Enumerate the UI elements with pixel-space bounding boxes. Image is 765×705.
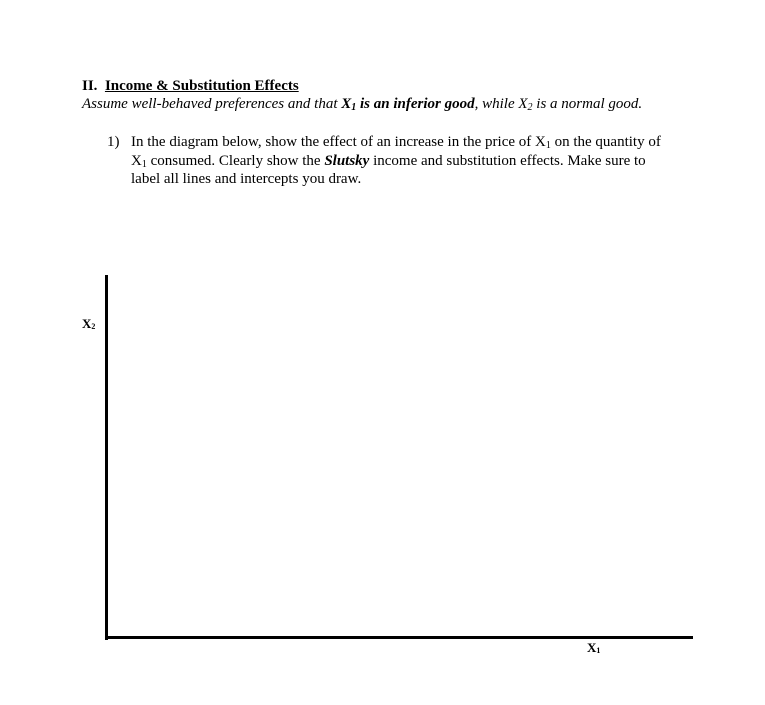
x-axis-label: $X_1$	[587, 640, 601, 655]
assumption-suffix: is a normal good.	[532, 96, 643, 112]
slutsky-emphasis: Slutsky	[324, 152, 370, 169]
y-axis-line	[105, 275, 108, 640]
assumption-text	[82, 95, 642, 113]
inferior-good-statement: $X_1$ is an inferior good	[341, 96, 475, 113]
question-1	[107, 133, 707, 189]
question-line-2: $X_1$ consumed. Clearly show the Slutsky income and substitution effects. Make sure to	[131, 152, 646, 170]
y-axis-label: $X_2$	[82, 316, 96, 331]
section-title: Income & Substitution Effects	[104, 78, 299, 94]
section-number: II.	[82, 78, 98, 94]
normal-good-subscript: 2	[527, 102, 533, 113]
question-line-1: In the diagram below, show the effect of an increase in the price of $X_1$ on the quantity of	[131, 134, 661, 151]
section-header	[82, 77, 299, 95]
assumption-middle: , while X	[474, 96, 528, 112]
question-number: 1)	[107, 134, 120, 150]
question-line-3: label all lines and intercepts you draw.	[131, 171, 362, 187]
assumption-prefix: Assume well-behaved preferences and that	[82, 96, 342, 112]
question-text	[131, 133, 707, 189]
x-axis-line	[105, 636, 693, 639]
